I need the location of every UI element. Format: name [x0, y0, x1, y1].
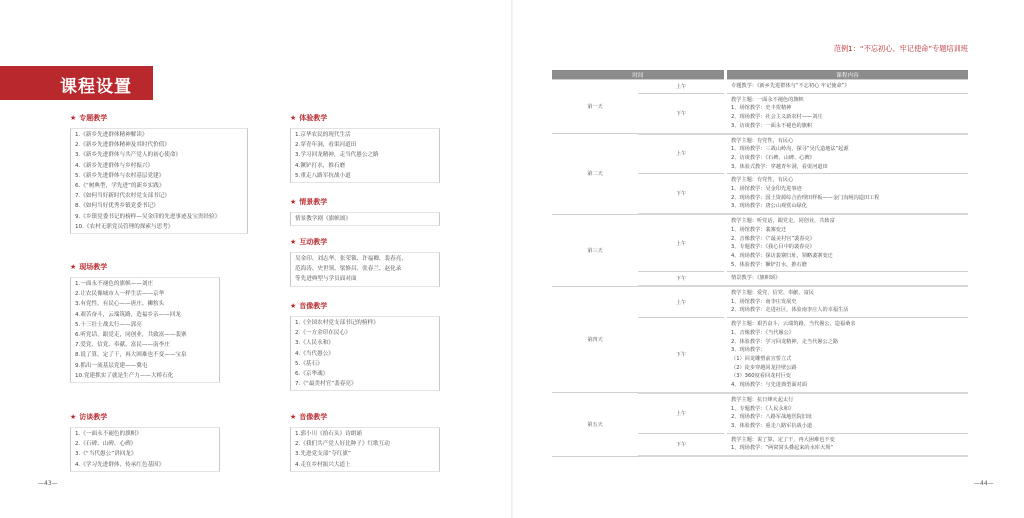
period-cell: 下午	[638, 272, 724, 286]
list-item: 8.《如何当好优秀乡镇党委书记》	[75, 203, 159, 210]
section-scenario-teaching	[290, 197, 490, 226]
content-line: 1、场馆教学：裴寨变迁	[731, 226, 787, 233]
list-item: 5.十三壮士战太行——郭亮	[75, 321, 142, 328]
list-item: 6.《京华魂》	[295, 371, 329, 378]
content-line: 2、访谈教学：《石碑、山碑、心碑》	[731, 154, 815, 161]
title-banner	[0, 66, 153, 100]
section-heading: 音像教学	[299, 302, 328, 310]
period-cell: 上午	[638, 214, 724, 272]
content-line: 4、现场教学：探访裴寨归址，领略裴寨变迁	[731, 252, 833, 259]
list-item: 2.穿青年洞，看渠河道田	[295, 142, 357, 149]
content-line: （3）360度看回龙村巨变	[731, 373, 791, 380]
header-content: 课程内容	[727, 70, 968, 80]
content-line: 2、音像教学：《“最美村官”裴春亮》	[731, 235, 815, 242]
star-icon: ★	[290, 114, 297, 122]
section-audio-visual-teaching	[290, 301, 490, 391]
content-line: 3、现场教学：唐公山观赏山绿化	[731, 203, 807, 210]
section-heading: 体验教学	[299, 114, 328, 122]
list-item: 1.京华农民的现代生活	[295, 132, 351, 138]
page-title: 课程设置	[60, 77, 132, 97]
content-line: 3、专题教学：《我心目中的裴春亮》	[731, 244, 815, 251]
day-cell: 第一天	[552, 80, 638, 134]
day-cell: 第五天	[552, 393, 638, 456]
list-item: 4.走在乡村振兴大道上	[295, 461, 351, 468]
content-line: 1、场馆教学：吴金印先进事迹	[731, 186, 802, 193]
list-item: 6.《“树典型，学先进”的新乡实践》	[75, 183, 165, 190]
period-cell: 下午	[638, 318, 724, 393]
star-icon: ★	[290, 413, 297, 421]
section-heading: 音像教学	[299, 413, 328, 421]
section-experience-teaching	[290, 113, 490, 183]
content-cell	[727, 433, 968, 456]
star-icon: ★	[70, 263, 77, 271]
content-line: （1）回龙雕塑前宣誓立式	[731, 355, 792, 362]
content-line: 2、现场教学：走进社区，体验南李庄人的幸福生活	[731, 307, 849, 314]
section-list	[290, 427, 440, 472]
content-line: 2、现场教学：社会主义新农村——刘庄	[731, 114, 823, 121]
content-cell	[727, 272, 968, 286]
table-row	[552, 214, 968, 272]
content-line: 教学主题：有党性，有民心	[731, 137, 794, 144]
section-list	[290, 316, 440, 391]
section-heading: 专题教学	[79, 114, 108, 122]
star-icon: ★	[70, 114, 77, 122]
schedule-table	[552, 70, 968, 457]
content-line: 5、体验教学：镢铲打水，推石磨	[731, 261, 807, 268]
content-cell	[727, 286, 968, 318]
list-item: 情景教学剧《旗帜颂》	[295, 216, 351, 222]
list-item: 4.镢铲打水，推石磨	[295, 162, 346, 169]
list-item: 3.有党性，有民心——唐庄、狮豹头	[75, 301, 165, 308]
list-item: 3.《人民永和》	[295, 340, 334, 347]
day-cell: 第三天	[552, 214, 638, 286]
list-item: 9.抓出一流基层党建——冀屯	[75, 362, 148, 369]
section-audio-visual-teaching-2	[290, 412, 490, 472]
content-line: 4、现场教学：与先进典型面对面	[731, 382, 807, 389]
list-item: 5.《基石》	[295, 360, 323, 367]
content-line: 2、现场教学：八路军战地医院旧址	[731, 414, 813, 421]
content-line: 1、场馆教学：南李庄发展史	[731, 298, 797, 305]
period-cell: 下午	[638, 93, 724, 133]
section-heading: 访谈教学	[79, 413, 108, 421]
list-item: 7.爱党、信党、奉献、富民——南李庄	[75, 342, 170, 349]
section-interview-teaching	[70, 412, 270, 472]
list-item: 2.《一方金印在民心》	[295, 330, 351, 337]
list-item: 3.学习回龙精神，走当代愚公之路	[295, 152, 379, 159]
list-item: 4.《新乡先进群体与乡村振兴》	[75, 162, 154, 169]
content-line: 教学主题：说了算，定了干，再大困难也不变	[731, 436, 835, 443]
period-cell: 下午	[638, 433, 724, 456]
content-line: 情景教学：《旗帜颂》	[731, 275, 781, 282]
list-item: 6.听党话，跟党走，同创业，共致富——裴寨	[75, 332, 187, 339]
content-line: 2、现场教学：国土资源综合治理田样板——金门沟闸沟造田工程	[731, 194, 880, 201]
content-line: 3、访谈教学：一面永不褪色的旗帜	[731, 122, 813, 129]
list-item: 1.郭小川《拾石头》诗朗诵	[295, 431, 362, 437]
section-special-teaching	[70, 113, 270, 234]
page-gutter	[511, 0, 513, 518]
table-header-row	[552, 70, 968, 80]
list-item: 7.《如何当好新时代农村党支部书记》	[75, 193, 170, 200]
table-row	[552, 80, 968, 94]
section-list	[290, 212, 440, 226]
content-line: 教学主题：有党性，有民心	[731, 177, 794, 184]
list-item: 8.说了算，定了干，再大困难也不变——宝泉	[75, 352, 187, 359]
list-item: 2.《我们共产党人好比种子》红歌互动	[295, 441, 390, 448]
content-line: 教学主题：一面永不褪色的旗帜	[731, 96, 804, 103]
section-field-teaching	[70, 262, 270, 383]
content-line: 3、体验教学：重走八路军抗战小道	[731, 422, 813, 429]
table-row	[552, 393, 968, 433]
content-cell	[727, 93, 968, 133]
section-list	[70, 427, 220, 472]
content-line: 2、体验教学：学习回龙精神，走当代愚公之路	[731, 338, 839, 345]
content-line: 3、体验式教学：穿越青年洞，看渠河道田	[731, 163, 828, 170]
day-cell: 第二天	[552, 134, 638, 215]
section-interactive-teaching	[290, 237, 490, 287]
content-line: 1、音像教学：《当代愚公》	[731, 329, 794, 336]
period-cell: 上午	[638, 134, 724, 174]
list-item: 1.《新乡先进群体精神解读》	[75, 132, 148, 138]
section-list	[290, 128, 440, 183]
list-item: 1.《全国农村党支部书记的榜样》	[295, 320, 379, 326]
content-line: 3、现场教学：	[731, 347, 766, 354]
list-item: 4.艰苦奋斗，云端筑路，造福乡亲——回龙	[75, 311, 182, 318]
list-item: 吴金印、刘志华、张荣锁、许福卿、裴春亮、	[295, 256, 407, 262]
list-item: 10.党建抓实了就是生产力——大桥石化	[75, 372, 174, 379]
content-cell	[727, 393, 968, 433]
left-page-number: —43—	[38, 480, 58, 487]
header-time: 时间	[552, 70, 724, 80]
section-heading: 情景教学	[299, 198, 328, 206]
content-line: （2）徒步穿越回龙挂壁公路	[731, 364, 797, 371]
list-item: 5.《新乡先进群体与农村基层党建》	[75, 172, 165, 179]
content-line: 教学主题：爱党、信党、奉献、富民	[731, 290, 815, 297]
list-item: 3.《新乡先进群体与共产党人的初心使命》	[75, 152, 182, 159]
period-cell: 上午	[638, 80, 724, 94]
content-cell	[727, 134, 968, 174]
content-line: 1、专题教学：《人民永和》	[731, 405, 794, 412]
right-page-number: —44—	[974, 480, 994, 487]
content-line: 教学主题：听党话，跟党走，同创业，共致富	[731, 218, 835, 225]
period-cell: 上午	[638, 286, 724, 318]
section-heading: 现场教学	[79, 263, 108, 271]
list-item: 4.《当代愚公》	[295, 350, 334, 357]
star-icon: ★	[290, 302, 297, 310]
content-cell	[727, 80, 968, 94]
list-item: 等先进典型与学员面对面	[295, 276, 357, 283]
content-cell	[727, 174, 968, 214]
period-cell: 上午	[638, 393, 724, 433]
list-item: 10.《农村无职党员管理的探索与思考》	[75, 223, 174, 230]
section-list	[70, 277, 220, 383]
section-heading: 互动教学	[299, 238, 328, 246]
case-title: 范例1：“不忘初心、牢记使命”专题培训班	[833, 44, 968, 53]
table-row	[552, 134, 968, 174]
list-item: 1.《一面永不褪色的旗帜》	[75, 431, 142, 437]
list-item: 3.先进党支部“夺红旗”	[295, 451, 351, 458]
day-cell: 第四天	[552, 286, 638, 393]
content-line: 1、现场教学：三战山岭沟，探寻“吴氏造地法”起源	[731, 146, 849, 153]
star-icon: ★	[290, 198, 297, 206]
list-item: 5.重走八路军抗战小道	[295, 172, 351, 179]
list-item: 2.让农民像城市人一样生活——京华	[75, 291, 165, 298]
list-item: 9.《乡镇党委书记的榜样—吴金印的先进事迹及宝贵经验》	[75, 213, 221, 220]
star-icon: ★	[70, 413, 77, 421]
list-item: 4.《学习先进群体，传承红色基因》	[75, 461, 165, 468]
content-cell	[727, 318, 968, 393]
section-list	[290, 252, 440, 287]
list-item: 2.《石碑、山碑、心碑》	[75, 441, 137, 448]
period-cell: 下午	[638, 174, 724, 214]
list-item: 范海涛、史世领、梁修昌、张春兰、赵化录	[295, 266, 402, 273]
content-cell	[727, 214, 968, 272]
content-line: 教学主题：艰苦奋斗，云端筑路，当代愚公，造福桑亲	[731, 321, 856, 328]
list-item: 7.《“最美村官”裴春亮》	[295, 381, 357, 388]
list-item: 3.《“当代愚公”讲回龙》	[75, 451, 137, 458]
section-list	[70, 128, 248, 234]
content-line: 专题教学：《新乡先进群体与“不忘初心 牢记使命”》	[731, 83, 850, 89]
list-item: 1.一面永不褪色的旗帜——刘庄	[75, 281, 154, 287]
content-line: 1、场馆教学：史丰贺精神	[731, 105, 792, 112]
star-icon: ★	[290, 238, 297, 246]
list-item: 2.《新乡先进群体精神及其时代价值》	[75, 142, 170, 149]
content-line: 教学主题：抗日烽火起太行	[731, 396, 794, 403]
content-line: 1、现场教学：“两窝窝头叠起来的水库大坝”	[731, 445, 834, 452]
table-row	[552, 286, 968, 318]
